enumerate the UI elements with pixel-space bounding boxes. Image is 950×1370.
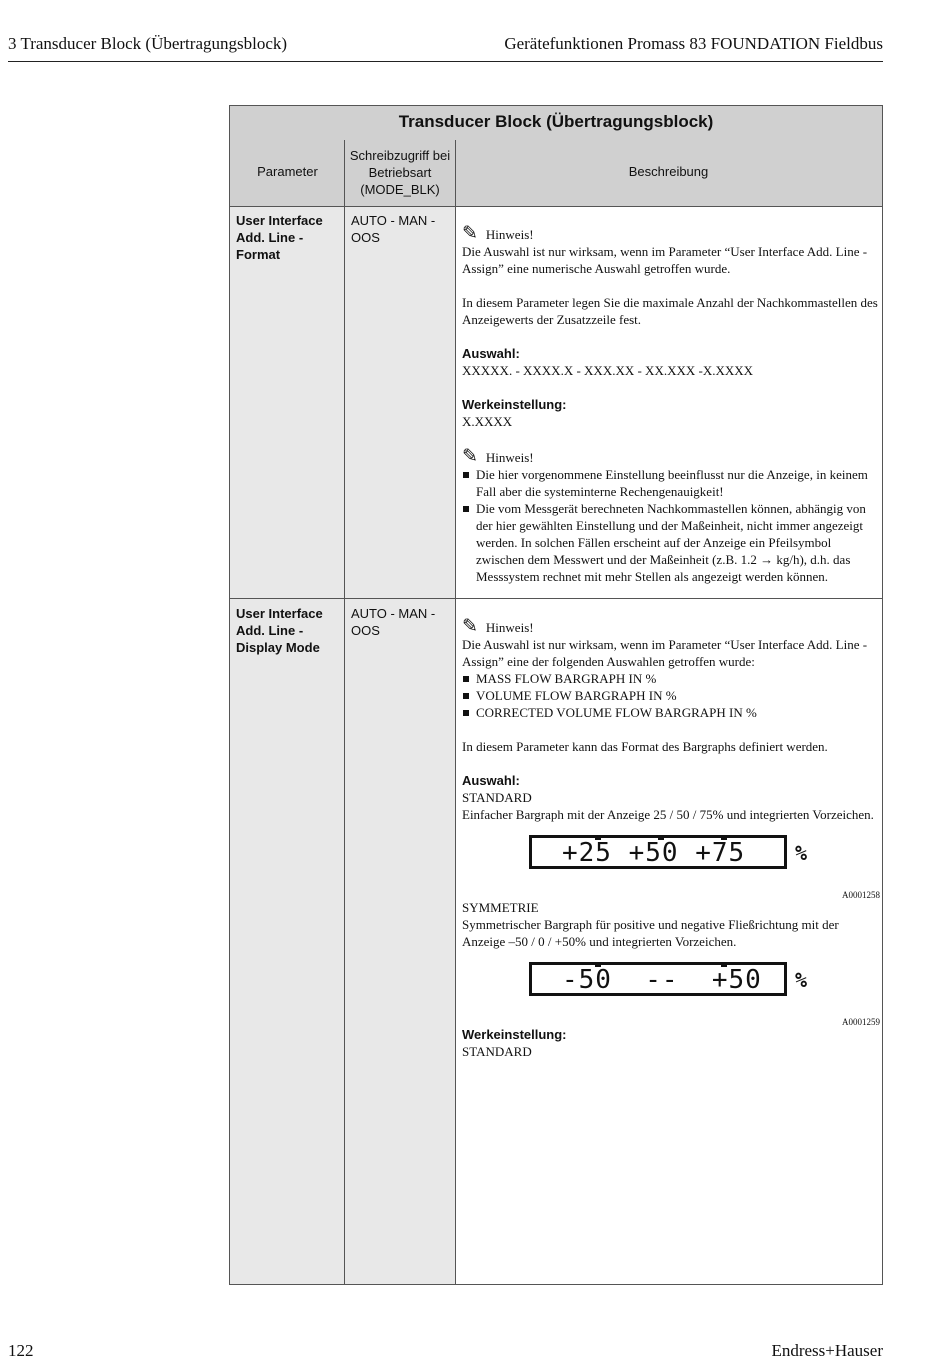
parameter-table	[229, 105, 883, 1285]
auswahl-label: Auswahl:	[462, 773, 520, 788]
option-standard-name: STANDARD	[462, 790, 532, 805]
bargraph-symmetrie-figure	[462, 962, 880, 1027]
brand-name: Endress+Hauser	[771, 1341, 883, 1360]
row2-note: Die Auswahl ist nur wirksam, wenn im Parameter “User Interface Add. Line - Assign” eine der folgenden Auswahlen getroffen wurde:	[462, 637, 868, 669]
row1-parameter: User Interface Add. Line - Format	[236, 213, 323, 262]
hint	[462, 224, 880, 243]
page-number: 122	[8, 1341, 34, 1360]
hint-label: Hinweis!	[485, 620, 534, 635]
column-header-parameter: Parameter	[257, 164, 318, 179]
running-header-title: Gerätefunktionen Promass 83 FOUNDATION Fieldbus	[504, 34, 883, 53]
row1-auswahl-value: XXXXX. - XXXX.X - XXX.XX - XX.XXX -X.XXXX	[462, 363, 754, 378]
list-item: Die hier vorgenommene Einstellung beeinflusst nur die Anzeige, in keinem Fall aber die systeminterne Rechengenauigkeit!	[462, 466, 880, 500]
auswahl-label: Auswahl:	[462, 346, 520, 361]
option-standard-desc: Einfacher Bargraph mit der Anzeige 25 / 50 / 75% und integrierten Vorzeichen.	[462, 807, 874, 822]
pencil-icon: ✎	[462, 446, 478, 467]
row2-bullet-list	[462, 670, 880, 721]
lcd-display	[529, 962, 787, 996]
lcd-text: -50 -- +50	[562, 965, 762, 995]
row2-paragraph: In diesem Parameter kann das Format des Bargraphs definiert werden.	[462, 739, 828, 754]
pencil-icon: ✎	[462, 223, 478, 244]
list-item: CORRECTED VOLUME FLOW BARGRAPH IN %	[462, 704, 880, 721]
hint-label: Hinweis!	[485, 450, 534, 465]
row2-description	[462, 617, 880, 1060]
row-divider	[230, 598, 882, 599]
row2-werk-value: STANDARD	[462, 1044, 532, 1059]
hint-label: Hinweis!	[485, 227, 534, 242]
running-header-chapter: 3 Transducer Block (Übertragungsblock)	[8, 34, 288, 53]
row2-parameter: User Interface Add. Line - Display Mode	[236, 606, 323, 655]
column-header-access: Schreibzugriff bei Betriebsart (MODE_BLK)	[349, 148, 451, 197]
option-symmetrie-name: SYMMETRIE	[462, 900, 539, 915]
percent-symbol: %	[795, 841, 808, 865]
access-column-bg	[345, 206, 455, 1284]
header-rule	[8, 61, 883, 62]
pencil-icon: ✎	[462, 616, 478, 637]
hint	[462, 617, 880, 636]
column-header-description: Beschreibung	[628, 164, 709, 179]
row1-werk-value: X.XXXX	[462, 414, 513, 429]
figure-code: A0001259	[842, 1017, 880, 1027]
list-item: Die vom Messgerät berechneten Nachkommastellen können, abhängig von der hier gewählten Einstellung und der Maßeinheit, nicht immer angezeigt werden. In solchen Fällen erscheint auf der Anzeige ein Pfeilsymbol zwischen dem Messwert und der Maßeinheit (z.B. 1.2 → kg/h), d.h. das Messsystem rechnet mit mehr Stellen als angezeigt werden können.	[462, 500, 880, 585]
bargraph-standard-figure	[462, 835, 880, 900]
option-symmetrie-desc: Symmetrischer Bargraph für positive und negative Fließrichtung mit der Anzeige –50 / 0 / +50% und integrierten Vorzeichen.	[462, 917, 839, 949]
column-divider	[455, 140, 456, 1284]
werkeinstellung-label: Werkeinstellung:	[462, 1027, 567, 1042]
column-divider	[344, 140, 345, 1284]
param-column-bg	[230, 206, 345, 1284]
list-item: MASS FLOW BARGRAPH IN %	[462, 670, 880, 687]
row1-access: AUTO - MAN - OOS	[351, 213, 436, 245]
row1-note: Die Auswahl ist nur wirksam, wenn im Parameter “User Interface Add. Line - Assign” eine numerische Auswahl getroffen wurde.	[462, 244, 868, 276]
lcd-display	[529, 835, 787, 869]
hint	[462, 447, 880, 466]
row2-access: AUTO - MAN - OOS	[351, 606, 436, 638]
figure-code: A0001258	[842, 890, 880, 900]
row1-bullet-list	[462, 466, 880, 585]
table-header	[230, 106, 882, 207]
list-item: VOLUME FLOW BARGRAPH IN %	[462, 687, 880, 704]
row1-paragraph: In diesem Parameter legen Sie die maximale Anzahl der Nachkommastellen des Anzeigewerts der Zusatzzeile fest.	[462, 295, 878, 327]
werkeinstellung-label: Werkeinstellung:	[462, 397, 567, 412]
row1-description	[462, 224, 880, 585]
percent-symbol: %	[795, 968, 808, 992]
table-title: Transducer Block (Übertragungsblock)	[398, 112, 714, 131]
lcd-text: +25 +50 +75	[562, 838, 746, 868]
